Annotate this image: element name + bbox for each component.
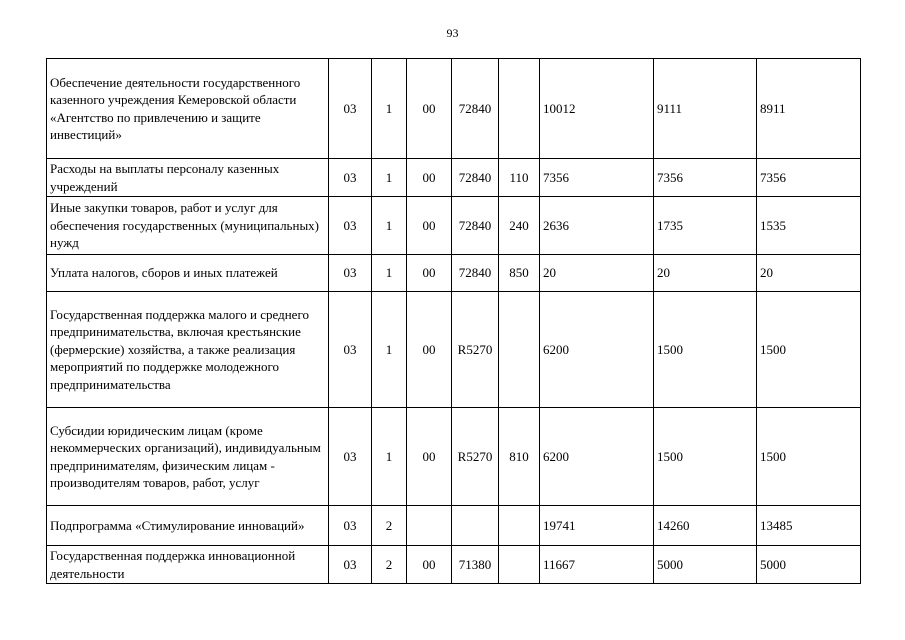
code-cell: 72840 [452, 197, 499, 255]
code-cell: 71380 [452, 546, 499, 584]
expense-type-cell [499, 506, 540, 546]
row-name: Государственная поддержка инновационной деятельности [47, 546, 329, 584]
year3-value: 5000 [757, 546, 861, 584]
row-name: Расходы на выплаты персоналу казенных учреждений [47, 159, 329, 197]
podrazdel-cell: 1 [372, 59, 407, 159]
row-name: Субсидии юридическим лицам (кроме некоммерческих организаций), индивидуальным предпринимателям, физическим лицам - производителям товаров, работ, услуг [47, 408, 329, 506]
razdel-cell: 03 [329, 546, 372, 584]
code-cell: R5270 [452, 292, 499, 408]
year2-value: 1735 [654, 197, 757, 255]
program-cell: 00 [407, 546, 452, 584]
budget-table [46, 58, 861, 584]
year1-value: 19741 [540, 506, 654, 546]
expense-type-cell: 110 [499, 159, 540, 197]
year3-value: 7356 [757, 159, 861, 197]
podrazdel-cell: 2 [372, 506, 407, 546]
program-cell: 00 [407, 197, 452, 255]
year2-value: 20 [654, 255, 757, 292]
year3-value: 1500 [757, 408, 861, 506]
page-number: 93 [446, 26, 459, 40]
row-name: Иные закупки товаров, работ и услуг для обеспечения государственных (муниципальных) нужд [47, 197, 329, 255]
podrazdel-cell: 2 [372, 546, 407, 584]
table-row [47, 197, 861, 255]
razdel-cell: 03 [329, 255, 372, 292]
program-cell: 00 [407, 255, 452, 292]
year2-value: 5000 [654, 546, 757, 584]
podrazdel-cell: 1 [372, 408, 407, 506]
year2-value: 1500 [654, 292, 757, 408]
year1-value: 6200 [540, 408, 654, 506]
program-cell: 00 [407, 59, 452, 159]
year3-value: 13485 [757, 506, 861, 546]
code-cell [452, 506, 499, 546]
year2-value: 1500 [654, 408, 757, 506]
program-cell: 00 [407, 408, 452, 506]
table-row [47, 292, 861, 408]
year2-value: 14260 [654, 506, 757, 546]
year2-value: 9111 [654, 59, 757, 159]
podrazdel-cell: 1 [372, 197, 407, 255]
program-cell: 00 [407, 292, 452, 408]
code-cell: 72840 [452, 255, 499, 292]
row-name: Уплата налогов, сборов и иных платежей [47, 255, 329, 292]
row-name: Государственная поддержка малого и среднего предпринимательства, включая крестьянские (фермерские) хозяйства, а также реализация мероприятий по поддержке молодежного предпринимательства [47, 292, 329, 408]
year1-value: 2636 [540, 197, 654, 255]
expense-type-cell [499, 292, 540, 408]
expense-type-cell: 240 [499, 197, 540, 255]
program-cell: 00 [407, 159, 452, 197]
year1-value: 7356 [540, 159, 654, 197]
table-row [47, 255, 861, 292]
table-row [47, 546, 861, 584]
row-name: Подпрограмма «Стимулирование инноваций» [47, 506, 329, 546]
program-cell [407, 506, 452, 546]
razdel-cell: 03 [329, 408, 372, 506]
razdel-cell: 03 [329, 506, 372, 546]
code-cell: R5270 [452, 408, 499, 506]
expense-type-cell: 850 [499, 255, 540, 292]
table-row [47, 159, 861, 197]
razdel-cell: 03 [329, 159, 372, 197]
podrazdel-cell: 1 [372, 159, 407, 197]
code-cell: 72840 [452, 59, 499, 159]
razdel-cell: 03 [329, 292, 372, 408]
expense-type-cell [499, 546, 540, 584]
year3-value: 20 [757, 255, 861, 292]
code-cell: 72840 [452, 159, 499, 197]
year2-value: 7356 [654, 159, 757, 197]
year3-value: 8911 [757, 59, 861, 159]
podrazdel-cell: 1 [372, 255, 407, 292]
expense-type-cell: 810 [499, 408, 540, 506]
table-row [47, 506, 861, 546]
year3-value: 1535 [757, 197, 861, 255]
razdel-cell: 03 [329, 197, 372, 255]
razdel-cell: 03 [329, 59, 372, 159]
year3-value: 1500 [757, 292, 861, 408]
row-name: Обеспечение деятельности государственного казенного учреждения Кемеровской области «Агентство по привлечению и защите инвестиций» [47, 59, 329, 159]
table-row [47, 59, 861, 159]
year1-value: 10012 [540, 59, 654, 159]
podrazdel-cell: 1 [372, 292, 407, 408]
table-row [47, 408, 861, 506]
year1-value: 20 [540, 255, 654, 292]
year1-value: 11667 [540, 546, 654, 584]
expense-type-cell [499, 59, 540, 159]
year1-value: 6200 [540, 292, 654, 408]
